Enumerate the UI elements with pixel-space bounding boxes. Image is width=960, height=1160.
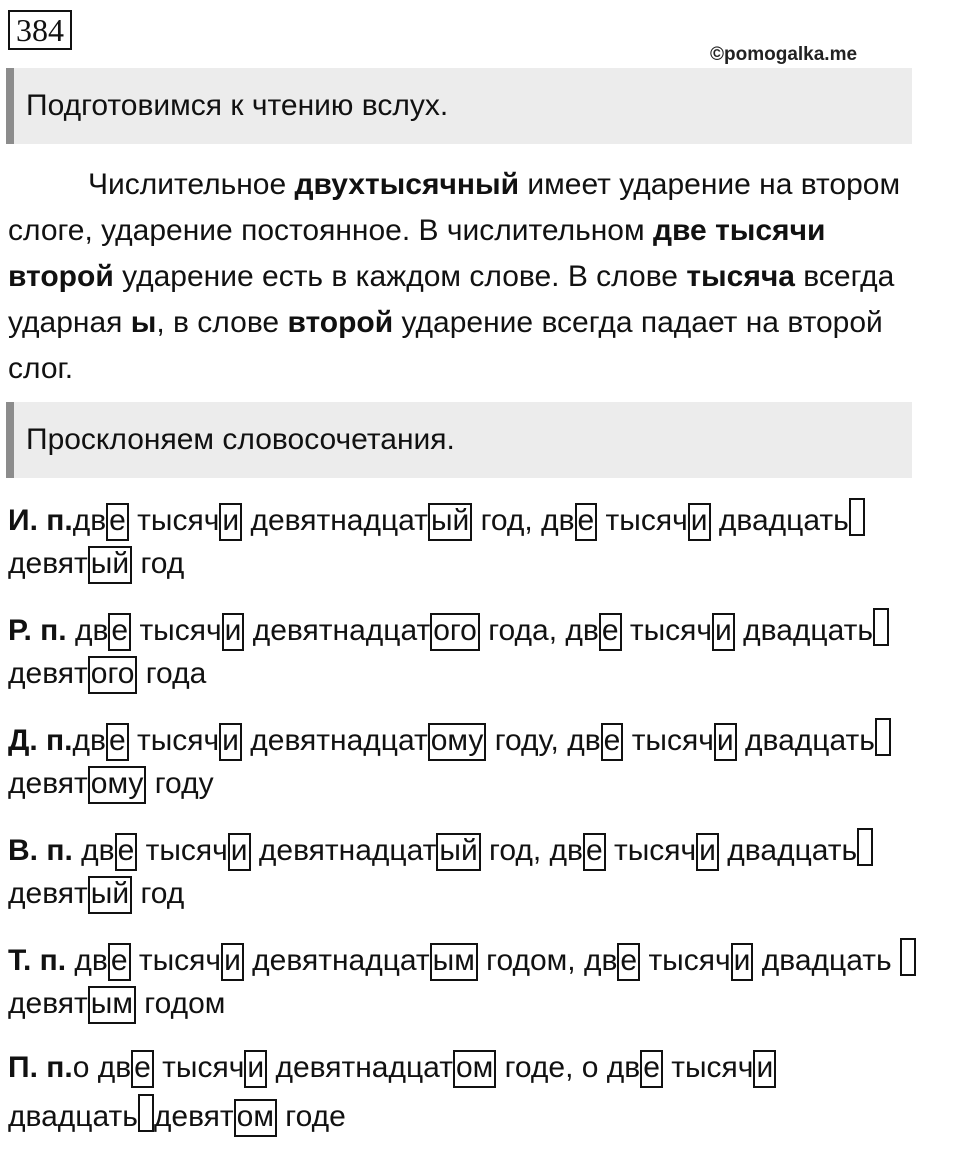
case-label: Д. п. [8, 724, 73, 757]
case-text: двадцать [734, 614, 874, 647]
paragraph-text: всегда ударная [8, 260, 895, 339]
case-text: тысяч [662, 1051, 754, 1084]
ending-box: е [575, 503, 598, 541]
ending-box: е [617, 943, 640, 981]
case-text: годом, дв [477, 944, 618, 977]
ending-box: е [601, 723, 624, 761]
case-text: год [132, 547, 185, 580]
case-text: дв [72, 724, 106, 757]
case-text: девятнадцат [244, 614, 431, 647]
ending-box: ого [430, 613, 480, 651]
case-text: тысяч [153, 1051, 245, 1084]
case-line [8, 938, 916, 981]
ending-box: ому [88, 766, 147, 804]
ending-box: ом [453, 1050, 496, 1088]
case-text: дв [66, 944, 108, 977]
case-line-continuation [8, 1094, 346, 1137]
ending-box: ого [88, 656, 138, 694]
ending-box [875, 718, 891, 756]
case-text: тысяч [128, 504, 220, 537]
case-text: тысяч [623, 724, 714, 757]
ending-box: и [714, 723, 737, 761]
case-text: двадцать [8, 1100, 138, 1133]
case-line [8, 608, 889, 651]
case-label: И. п. [8, 504, 73, 537]
case-text: дв [72, 504, 107, 537]
case-text: тысяч [131, 614, 222, 647]
paragraph-text: , в слове [156, 306, 288, 339]
ending-box: е [583, 833, 606, 871]
case-text: тысяч [621, 614, 713, 647]
case-text: тысяч [137, 834, 228, 867]
case-text: девятнадцат [241, 724, 428, 757]
case-text: девят [8, 657, 88, 690]
ending-box: и [712, 613, 735, 651]
case-text: годе [276, 1100, 346, 1133]
case-line [8, 828, 873, 871]
ending-box: ым [88, 986, 136, 1024]
case-line-continuation [8, 984, 225, 1024]
case-text: девят [8, 877, 88, 910]
ending-box [873, 608, 889, 646]
ending-box: и [731, 943, 754, 981]
paragraph-text: ударение всегда падает на второй слог. [8, 306, 883, 385]
case-text: девят [153, 1100, 234, 1133]
case-text: дв [66, 614, 109, 647]
case-text: года, дв [479, 614, 599, 647]
case-text: девят [8, 767, 88, 800]
paragraph-text: Числительное [88, 168, 295, 201]
bold-term: двухтысячный [294, 168, 520, 201]
ending-box: и [688, 503, 711, 541]
case-text: девятнадцат [250, 834, 437, 867]
case-label: В. п. [8, 834, 73, 867]
case-label: П. п. [8, 1051, 73, 1084]
case-text: девятнадцат [242, 504, 428, 537]
ending-box [857, 828, 873, 866]
watermark: ©pomogalka.me [710, 44, 858, 65]
bold-term: ы [130, 306, 157, 339]
case-text: год, дв [480, 834, 583, 867]
paragraph-text: ударение есть в каждом слове. В слове [113, 260, 687, 293]
ending-box: е [106, 503, 129, 541]
case-text: году [146, 767, 214, 800]
ending-box: и [219, 723, 242, 761]
case-text: год, дв [472, 504, 575, 537]
case-text: год [132, 877, 185, 910]
case-text: о дв [72, 1051, 132, 1084]
case-label: Р. п. [8, 614, 67, 647]
case-text: году, дв [486, 724, 601, 757]
case-text: годе, о дв [496, 1051, 641, 1084]
task-number: 384 [8, 10, 72, 50]
ending-box: е [599, 613, 622, 651]
ending-box: и [222, 613, 245, 651]
case-text: девят [8, 987, 88, 1020]
bold-term: две тысячи второй [8, 214, 826, 293]
ending-box: и [228, 833, 251, 871]
explanation-paragraph [8, 162, 908, 392]
ending-box: и [219, 503, 242, 541]
section-header-reading: Подготовимся к чтению вслух. [6, 68, 912, 144]
case-text: двадцать [710, 504, 849, 537]
case-label: Т. п. [8, 944, 67, 977]
section-header-declension: Просклоняем словосочетания. [6, 402, 912, 478]
ending-box: ый [428, 503, 472, 541]
ending-box: е [640, 1050, 663, 1088]
case-line-continuation [8, 654, 206, 694]
case-line [8, 498, 865, 541]
ending-box [138, 1094, 154, 1132]
case-text: года [137, 657, 207, 690]
case-line [8, 1048, 776, 1088]
ending-box: ый [88, 876, 132, 914]
bold-term: второй [287, 306, 394, 339]
case-text: годом [135, 987, 226, 1020]
ending-box: е [108, 613, 131, 651]
case-text: девятнадцат [243, 944, 430, 977]
case-text: двадцать [718, 834, 858, 867]
ending-box: и [244, 1050, 267, 1088]
case-line-continuation [8, 544, 184, 584]
ending-box: и [221, 943, 244, 981]
paragraph-text: имеет ударение на втором слоге, ударение постоянное. В числительном [8, 168, 901, 247]
case-text: тысяч [597, 504, 688, 537]
ending-box: ый [436, 833, 480, 871]
case-text: двадцать [753, 944, 900, 977]
bold-term: тысяча [686, 260, 795, 293]
ending-box [849, 498, 865, 536]
case-text: тысяч [128, 724, 220, 757]
ending-box: е [131, 1050, 154, 1088]
ending-box: ому [428, 723, 487, 761]
ending-box: и [753, 1050, 776, 1088]
case-text: девят [8, 547, 88, 580]
case-text: дв [72, 834, 115, 867]
ending-box [900, 938, 916, 976]
case-line-continuation [8, 764, 214, 804]
case-text: тысяч [130, 944, 222, 977]
case-text: тысяч [605, 834, 697, 867]
case-text: двадцать [736, 724, 875, 757]
case-line [8, 718, 891, 761]
case-line-continuation [8, 874, 184, 914]
ending-box: е [106, 723, 129, 761]
case-text: тысяч [640, 944, 731, 977]
case-text: девятнадцат [267, 1051, 453, 1084]
ending-box: ом [234, 1099, 277, 1137]
ending-box: и [696, 833, 719, 871]
ending-box: е [108, 943, 131, 981]
ending-box: ым [430, 943, 478, 981]
ending-box: е [115, 833, 138, 871]
ending-box: ый [88, 546, 132, 584]
